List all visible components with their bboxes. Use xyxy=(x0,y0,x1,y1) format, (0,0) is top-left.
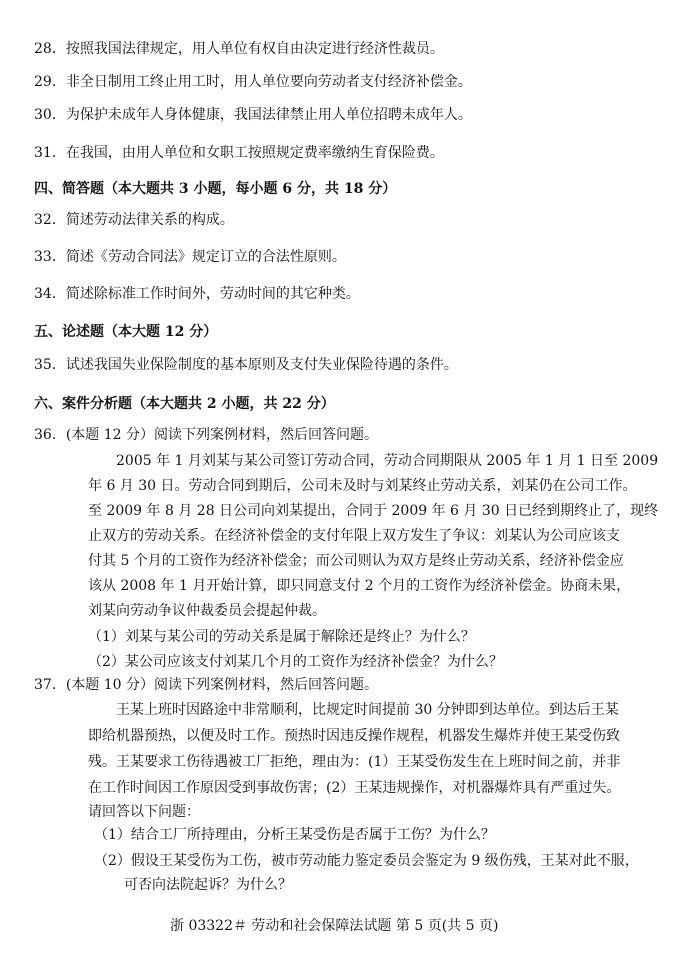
case-36-line-5: 付其 5 个月的工资作为经济补偿金；而公司则认为双方是终止劳动关系，经济补偿金应 xyxy=(88,553,624,569)
case-37-line-2: 即给机器预热，以便及时工作。预热时因违反操作规程，机器发生爆炸并使王某受伤致 xyxy=(88,728,620,744)
question-34: 34．简述除标准工作时间外，劳动时间的其它种类。 xyxy=(34,286,360,302)
question-31: 31．在我国，由用人单位和女职工按照规定费率缴纳生育保险费。 xyxy=(34,145,444,161)
question-37-sub-2-cont: 可否向法院起诉？为什么？ xyxy=(124,877,292,893)
question-37-header: 37．(本题 10 分）阅读下列案例材料，然后回答问题。 xyxy=(34,677,378,693)
section-6-title: 六、案件分析题（本大题共 2 小题，共 22 分） xyxy=(34,396,335,412)
section-5-title: 五、论述题（本大题 12 分） xyxy=(34,324,218,340)
question-30: 30．为保护未成年人身体健康，我国法律禁止用人单位招聘未成年人。 xyxy=(34,107,472,123)
question-37-sub-2: （2）假设王某受伤为工伤，被市劳动能力鉴定委员会鉴定为 9 级伤残，王某对此不服， xyxy=(94,853,639,869)
case-36-line-2: 年 6 月 30 日。劳动合同到期后，公司未及时与刘某终止劳动关系，刘某仍在公司工作。 xyxy=(88,478,637,494)
page-footer: 浙 03322＃ 劳动和社会保障法试题 第 5 页(共 5 页) xyxy=(170,918,499,934)
question-29: 29．非全日制用工终止用工时，用人单位要向劳动者支付经济补偿金。 xyxy=(34,74,472,90)
case-37-prompt: 请回答以下问题： xyxy=(88,804,200,820)
case-37-line-4: 在工作时间因工作原因受到事故伤害；(2）王某违规操作，对机器爆炸具有严重过失。 xyxy=(88,780,621,796)
question-35: 35．试述我国失业保险制度的基本原则及支付失业保险待遇的条件。 xyxy=(34,357,458,373)
question-36-sub-1: （1）刘某与某公司的劳动关系是属于解除还是终止？为什么？ xyxy=(88,629,475,645)
case-36-line-1: 2005 年 1 月刘某与某公司签订劳动合同，劳动合同期限从 2005 年 1 月 1 日至 2009 xyxy=(116,453,659,469)
question-37-sub-1: （1）结合工厂所持理由，分析王某受伤是否属于工伤？为什么？ xyxy=(94,827,495,843)
question-33: 33．简述《劳动合同法》规定订立的合法性原则。 xyxy=(34,249,346,265)
case-37-line-1: 王某上班时因路途中非常顺利，比规定时间提前 30 分钟即到达单位。到达后王某 xyxy=(116,702,619,718)
question-32: 32．简述劳动法律关系的构成。 xyxy=(34,212,234,228)
case-36-line-3: 至 2009 年 8 月 28 日公司向刘某提出，合同于 2009 年 6 月 30 日已经到期终止了，现终 xyxy=(88,503,659,519)
section-4-title: 四、简答题（本大题共 3 小题，每小题 6 分，共 18 分） xyxy=(34,181,397,197)
question-36-sub-2: （2）某公司应该支付刘某几个月的工资作为经济补偿金？为什么？ xyxy=(88,654,503,670)
case-36-line-4: 止双方的劳动关系。在经济补偿金的支付年限上双方发生了争议：刘某认为公司应该支 xyxy=(88,528,620,544)
case-36-line-7: 刘某向劳动争议仲裁委员会提起仲裁。 xyxy=(88,603,326,619)
case-37-line-3: 残。王某要求工伤待遇被工厂拒绝，理由为：(1）王某受伤发生在上班时间之前，并非 xyxy=(88,754,621,770)
question-28: 28．按照我国法律规定，用人单位有权自由决定进行经济性裁员。 xyxy=(34,41,444,57)
question-36-header: 36．(本题 12 分）阅读下列案例材料，然后回答问题。 xyxy=(34,427,378,443)
case-36-line-6: 该从 2008 年 1 月开始计算，即只同意支付 2 个月的工资作为经济补偿金。协商未果， xyxy=(88,578,631,594)
